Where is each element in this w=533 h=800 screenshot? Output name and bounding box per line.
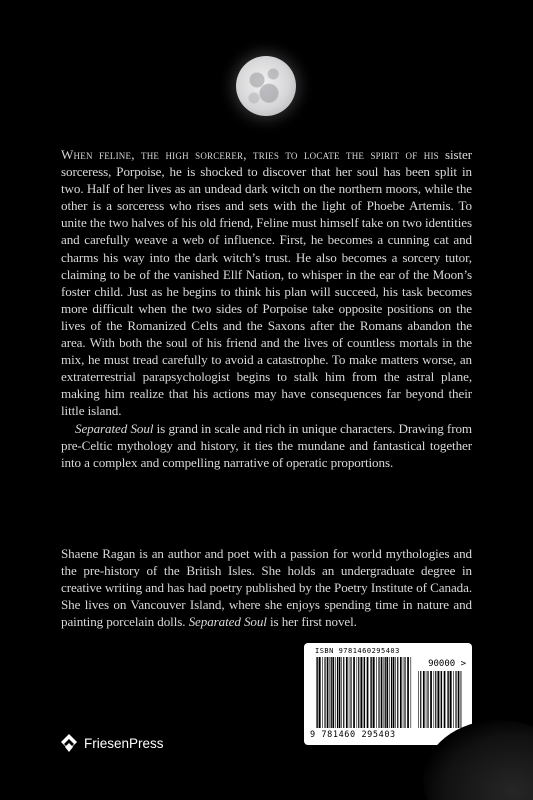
blurb-paragraph-2 [61, 420, 472, 471]
barcode-addon-bars [418, 671, 462, 728]
bio-book-title: Separated Soul [188, 614, 267, 630]
price-code: 90000 > [428, 659, 466, 669]
author-bio-tail: is her first novel. [266, 614, 357, 630]
author-bio-text: Shaene Ragan is an author and poet with a passion for world mythologies and the pre-history of the British Isles. She holds an undergraduate degree in creative writing and has had poetry published by the Poetry Institute of Canada. She lives on Vancouver Island, where she enjoys spending time in nature and painting porcelain dolls. [61, 546, 472, 630]
publisher-name: FriesenPress [84, 735, 164, 751]
barcode-bars [316, 657, 412, 728]
moon-image [236, 56, 296, 116]
publisher-logo[interactable] [60, 733, 164, 753]
book-blurb [61, 146, 472, 471]
blurb-paragraph-1 [61, 146, 472, 420]
author-bio-paragraph [61, 545, 472, 630]
blurb-paragraph-1-text: sister sorceress, Porpoise, he is shocked to discover that her soul has been split in two. Half of her lives as an undead dark witch on the northern moors, while the other is a sorceress who rises and sets with the light of Phoebe Artemis. To unite the two halves of his old friend, Feline must himself take on two identities and carefully weave a web of influence. First, he becomes a cunning cat and charms his way into the dark witch’s trust. He also becomes a sorcery tutor, claiming to be of the vanished Ellf Nation, to whisper in the ear of the Moon’s foster child. Just as he begins to think his plan will succeed, his task becomes more difficult when the two sides of Porpoise take opposite positions on the lives of the Romanized Celts and the Saxons after the Romans abandon the area. With both the soul of his friend and the lives of countless mortals in the mix, he must tread carefully to avoid a catastrophe. To make matters worse, an extraterrestrial parapsychologist begins to stalk him from the astral plane, making him realize that his actions may have consequences far beyond their little island. [61, 147, 472, 419]
blurb-book-title: Separated Soul [75, 420, 154, 436]
isbn-digits: 9 781460 295403 [310, 730, 396, 740]
blurb-paragraph-2-text: is grand in scale and rich in unique characters. Drawing from pre-Celtic mythology and history, it ties the mundane and fantastical together into a complex and compelling narrative of operatic proportions. [61, 420, 472, 470]
publisher-mark-icon [60, 733, 78, 753]
author-bio [61, 545, 472, 630]
blurb-lead: When feline, the high sorcerer, tries to locate the spirit of his [61, 147, 439, 162]
isbn-label: ISBN 9781460295403 [315, 647, 400, 655]
isbn-barcode [304, 643, 472, 745]
